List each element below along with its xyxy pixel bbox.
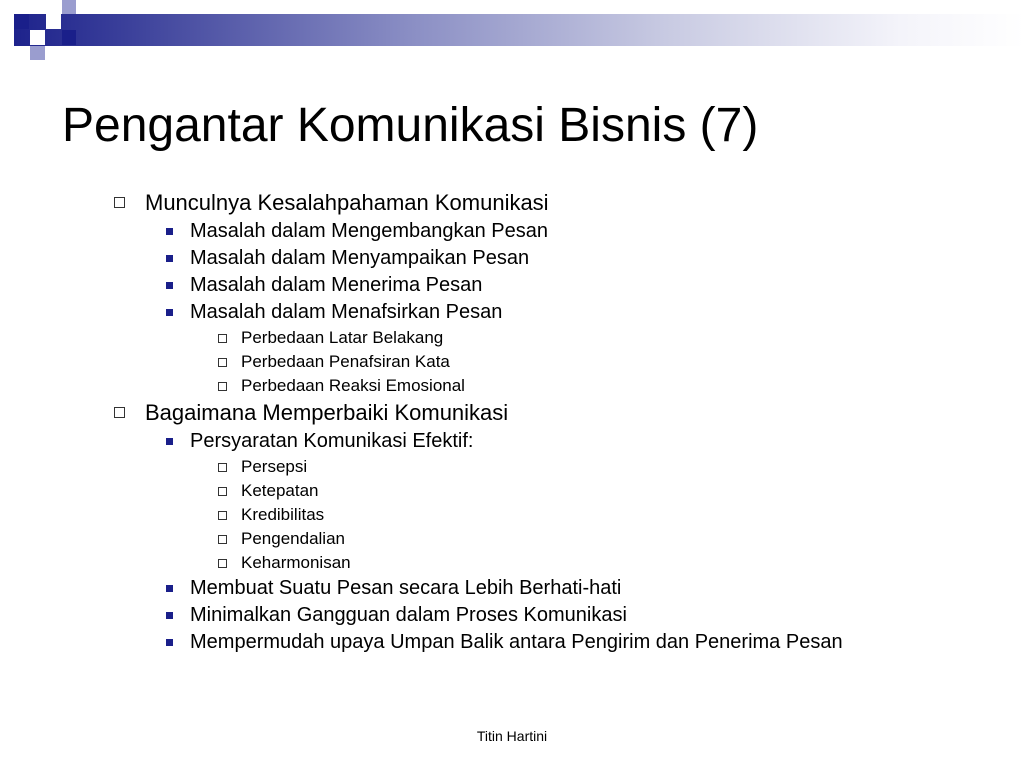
bullet-text: Masalah dalam Mengembangkan Pesan bbox=[190, 220, 548, 242]
bullet-text: Persepsi bbox=[241, 457, 308, 476]
bullet-text: Keharmonisan bbox=[241, 553, 351, 572]
bullet-item-level-2 bbox=[0, 428, 1024, 455]
filled-square-bullet-icon bbox=[166, 612, 173, 619]
filled-square-bullet-icon bbox=[166, 309, 173, 316]
bullet-item-level-3 bbox=[0, 503, 1024, 527]
hollow-square-bullet-icon bbox=[218, 463, 227, 472]
decor-square bbox=[62, 30, 76, 45]
bullet-text: Pengendalian bbox=[241, 529, 345, 548]
bullet-text: Mempermudah upaya Umpan Balik antara Pengirim dan Penerima Pesan bbox=[190, 631, 843, 653]
decor-square bbox=[46, 14, 61, 29]
hollow-square-bullet-icon bbox=[114, 407, 125, 418]
filled-square-bullet-icon bbox=[166, 438, 173, 445]
bullet-list bbox=[0, 188, 1024, 656]
bullet-item-level-3 bbox=[0, 326, 1024, 350]
filled-square-bullet-icon bbox=[166, 585, 173, 592]
bullet-item-level-3 bbox=[0, 551, 1024, 575]
decor-square bbox=[14, 46, 29, 60]
bullet-item-level-3 bbox=[0, 527, 1024, 551]
decor-square bbox=[14, 14, 29, 29]
bullet-text: Munculnya Kesalahpahaman Komunikasi bbox=[145, 190, 549, 215]
bullet-item-level-2 bbox=[0, 272, 1024, 299]
decor-square bbox=[30, 46, 45, 60]
hollow-square-bullet-icon bbox=[218, 487, 227, 496]
slide-title: Pengantar Komunikasi Bisnis (7) bbox=[62, 99, 759, 152]
filled-square-bullet-icon bbox=[166, 639, 173, 646]
bullet-text: Bagaimana Memperbaiki Komunikasi bbox=[145, 400, 509, 425]
bullet-text: Minimalkan Gangguan dalam Proses Komunikasi bbox=[190, 604, 627, 626]
hollow-square-bullet-icon bbox=[218, 358, 227, 367]
decor-square bbox=[30, 30, 45, 45]
bullet-item-level-2 bbox=[0, 299, 1024, 326]
bullet-text: Masalah dalam Menafsirkan Pesan bbox=[190, 301, 503, 323]
bullet-item-level-2 bbox=[0, 218, 1024, 245]
bullet-item-level-3 bbox=[0, 455, 1024, 479]
bullet-item-level-1 bbox=[0, 398, 1024, 428]
hollow-square-bullet-icon bbox=[218, 559, 227, 568]
bullet-text: Persyaratan Komunikasi Efektif: bbox=[190, 430, 474, 452]
filled-square-bullet-icon bbox=[166, 255, 173, 262]
bullet-text: Masalah dalam Menerima Pesan bbox=[190, 274, 483, 296]
bullet-text: Perbedaan Penafsiran Kata bbox=[241, 352, 450, 371]
bullet-item-level-3 bbox=[0, 479, 1024, 503]
hollow-square-bullet-icon bbox=[114, 197, 125, 208]
bullet-item-level-3 bbox=[0, 374, 1024, 398]
hollow-square-bullet-icon bbox=[218, 334, 227, 343]
bullet-text: Masalah dalam Menyampaikan Pesan bbox=[190, 247, 530, 269]
bullet-item-level-2 bbox=[0, 575, 1024, 602]
bullet-item-level-3 bbox=[0, 350, 1024, 374]
footer-author: Titin Hartini bbox=[476, 728, 548, 744]
bullet-item-level-2 bbox=[0, 602, 1024, 629]
decor-square bbox=[62, 0, 76, 14]
hollow-square-bullet-icon bbox=[218, 511, 227, 520]
bullet-item-level-2 bbox=[0, 245, 1024, 272]
hollow-square-bullet-icon bbox=[218, 535, 227, 544]
bullet-text: Perbedaan Latar Belakang bbox=[241, 328, 444, 347]
hollow-square-bullet-icon bbox=[218, 382, 227, 391]
bullet-text: Kredibilitas bbox=[241, 505, 325, 524]
filled-square-bullet-icon bbox=[166, 282, 173, 289]
bullet-text: Perbedaan Reaksi Emosional bbox=[241, 376, 465, 395]
bullet-item-level-1 bbox=[0, 188, 1024, 218]
decor-square bbox=[0, 14, 14, 46]
bullet-text: Ketepatan bbox=[241, 481, 319, 500]
bullet-item-level-2 bbox=[0, 629, 1024, 656]
header-gradient-band bbox=[0, 14, 1024, 46]
filled-square-bullet-icon bbox=[166, 228, 173, 235]
bullet-text: Membuat Suatu Pesan secara Lebih Berhati-hati bbox=[190, 577, 622, 599]
